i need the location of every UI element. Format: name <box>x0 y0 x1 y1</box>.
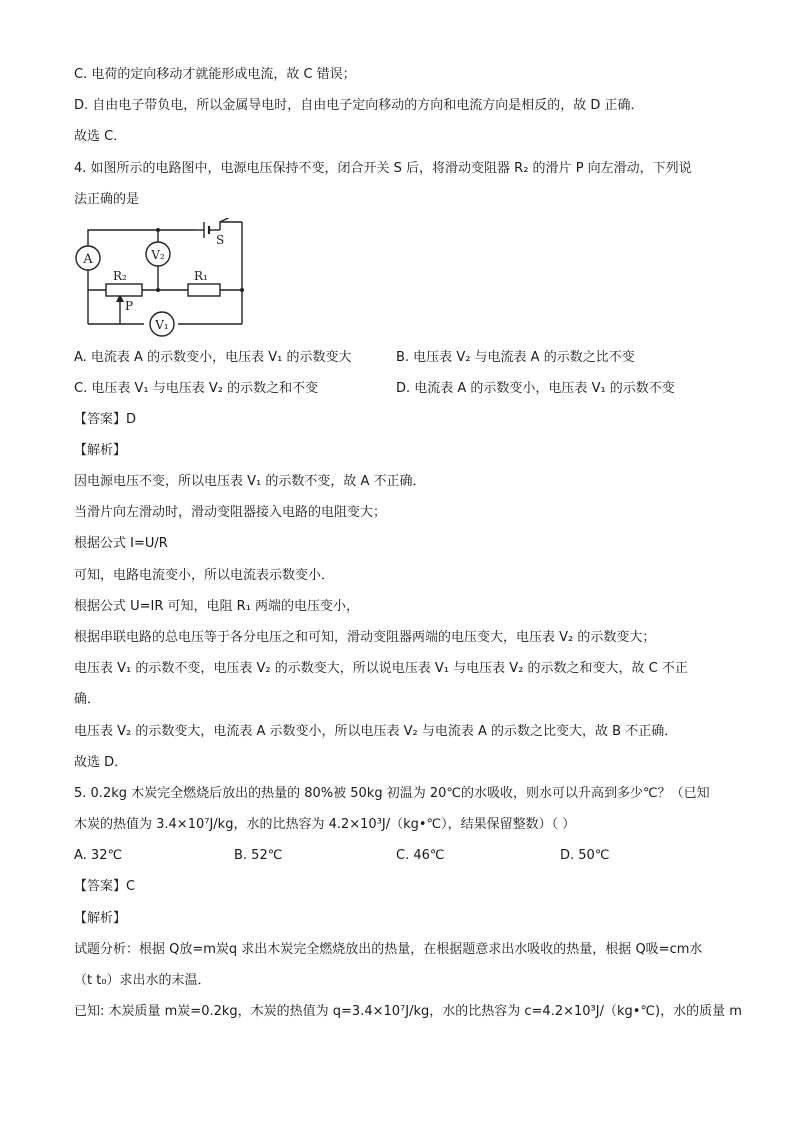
analysis-line: 电压表 V₂ 的示数变大，电流表 A 示数变小，所以电压表 V₂ 与电流表 A 的示数之比变大，故 B 不正确． <box>74 724 678 739</box>
analysis-line: 故选 D． <box>74 755 128 770</box>
question-4-text: 4. 如图所示的电路图中，电源电压保持不变，闭合开关 S 后，将滑动变阻器 R₂ 的滑片 P 向左滑动，下列说 <box>74 161 692 176</box>
v1-label: V₁ <box>155 318 169 332</box>
text-line: D. 自由电子带负电，所以金属导电时，自由电子定向移动的方向和电流方向是相反的，故 D 正确． <box>74 98 644 113</box>
text-line: C. 电荷的定向移动才就能形成电流，故 C 错误； <box>74 67 356 82</box>
analysis-line: 根据公式 U=IR 可知，电阻 R₁ 两端的电压变小， <box>74 599 360 614</box>
analysis-line: 已知: 木炭质量 m炭=0.2kg，木炭的热值为 q=3.4×10⁷J/kg，水的比热容为 c=4.2×10³J/（kg•℃)，水的质量 m <box>74 1004 742 1019</box>
analysis-line: （t t₀）求出水的末温． <box>74 973 211 988</box>
option-b: B. 电压表 V₂ 与电流表 A 的示数之比不变 <box>396 350 635 365</box>
option-b: B. 52℃ <box>234 848 283 863</box>
switch-label: S <box>216 233 225 247</box>
option-d: D. 电流表 A 的示数变小，电压表 V₁ 的示数不变 <box>396 381 675 396</box>
analysis-line: 确． <box>74 692 101 707</box>
analysis-line: 因电源电压不变，所以电压表 V₁ 的示数不变，故 A 不正确． <box>74 474 426 489</box>
question-4-text: 法正确的是 <box>74 192 140 207</box>
option-c: C. 46℃ <box>396 848 445 863</box>
analysis-line: 试题分析：根据 Q放=m炭q 求出木炭完全燃烧放出的热量，在根据题意求出水吸收的热量，根据 Q吸=cm水 <box>74 942 703 957</box>
option-a: A. 电流表 A 的示数变小，电压表 V₁ 的示数变大 <box>74 350 352 365</box>
v2-label: V₂ <box>151 248 165 262</box>
slider-label: P <box>125 299 134 313</box>
r2-label: R₂ <box>113 269 127 283</box>
analysis-line: 电压表 V₁ 的示数不变，电压表 V₂ 的示数变大，所以说电压表 V₁ 与电压表 V₂ 的示数之和变大，故 C 不正 <box>74 661 688 676</box>
analysis-line: 可知，电路电流变小，所以电流表示数变小． <box>74 568 335 583</box>
resistor-r2 <box>106 284 142 296</box>
answer-label: 【答案】D <box>74 412 137 427</box>
ammeter-label: A <box>83 252 93 267</box>
text-line: 故选 C． <box>74 129 127 144</box>
analysis-title: 【解析】 <box>74 911 127 926</box>
option-d: D. 50℃ <box>560 848 610 863</box>
resistor-r1 <box>188 284 220 296</box>
option-a: A. 32℃ <box>74 848 123 863</box>
question-5-text: 木炭的热值为 3.4×10⁷J/kg，水的比热容为 4.2×10³J/（kg•℃），结果保留整数）（ ） <box>74 817 576 832</box>
option-c: C. 电压表 V₁ 与电压表 V₂ 的示数之和不变 <box>74 381 319 396</box>
circuit-diagram <box>70 218 260 340</box>
analysis-line: 根据串联电路的总电压等于各分电压之和可知，滑动变阻器两端的电压变大，电压表 V₂ 的示数变大； <box>74 630 656 645</box>
analysis-line: 根据公式 I=U/R <box>74 536 168 551</box>
answer-label: 【答案】C <box>74 879 136 894</box>
analysis-line: 当滑片向左滑动时，滑动变阻器接入电路的电阻变大； <box>74 505 387 520</box>
r1-label: R₁ <box>194 269 208 283</box>
question-5-text: 5. 0.2kg 木炭完全燃烧后放出的热量的 80%被 50kg 初温为 20℃的水吸收，则水可以升高到多少℃？（已知 <box>74 786 710 801</box>
analysis-title: 【解析】 <box>74 443 127 458</box>
